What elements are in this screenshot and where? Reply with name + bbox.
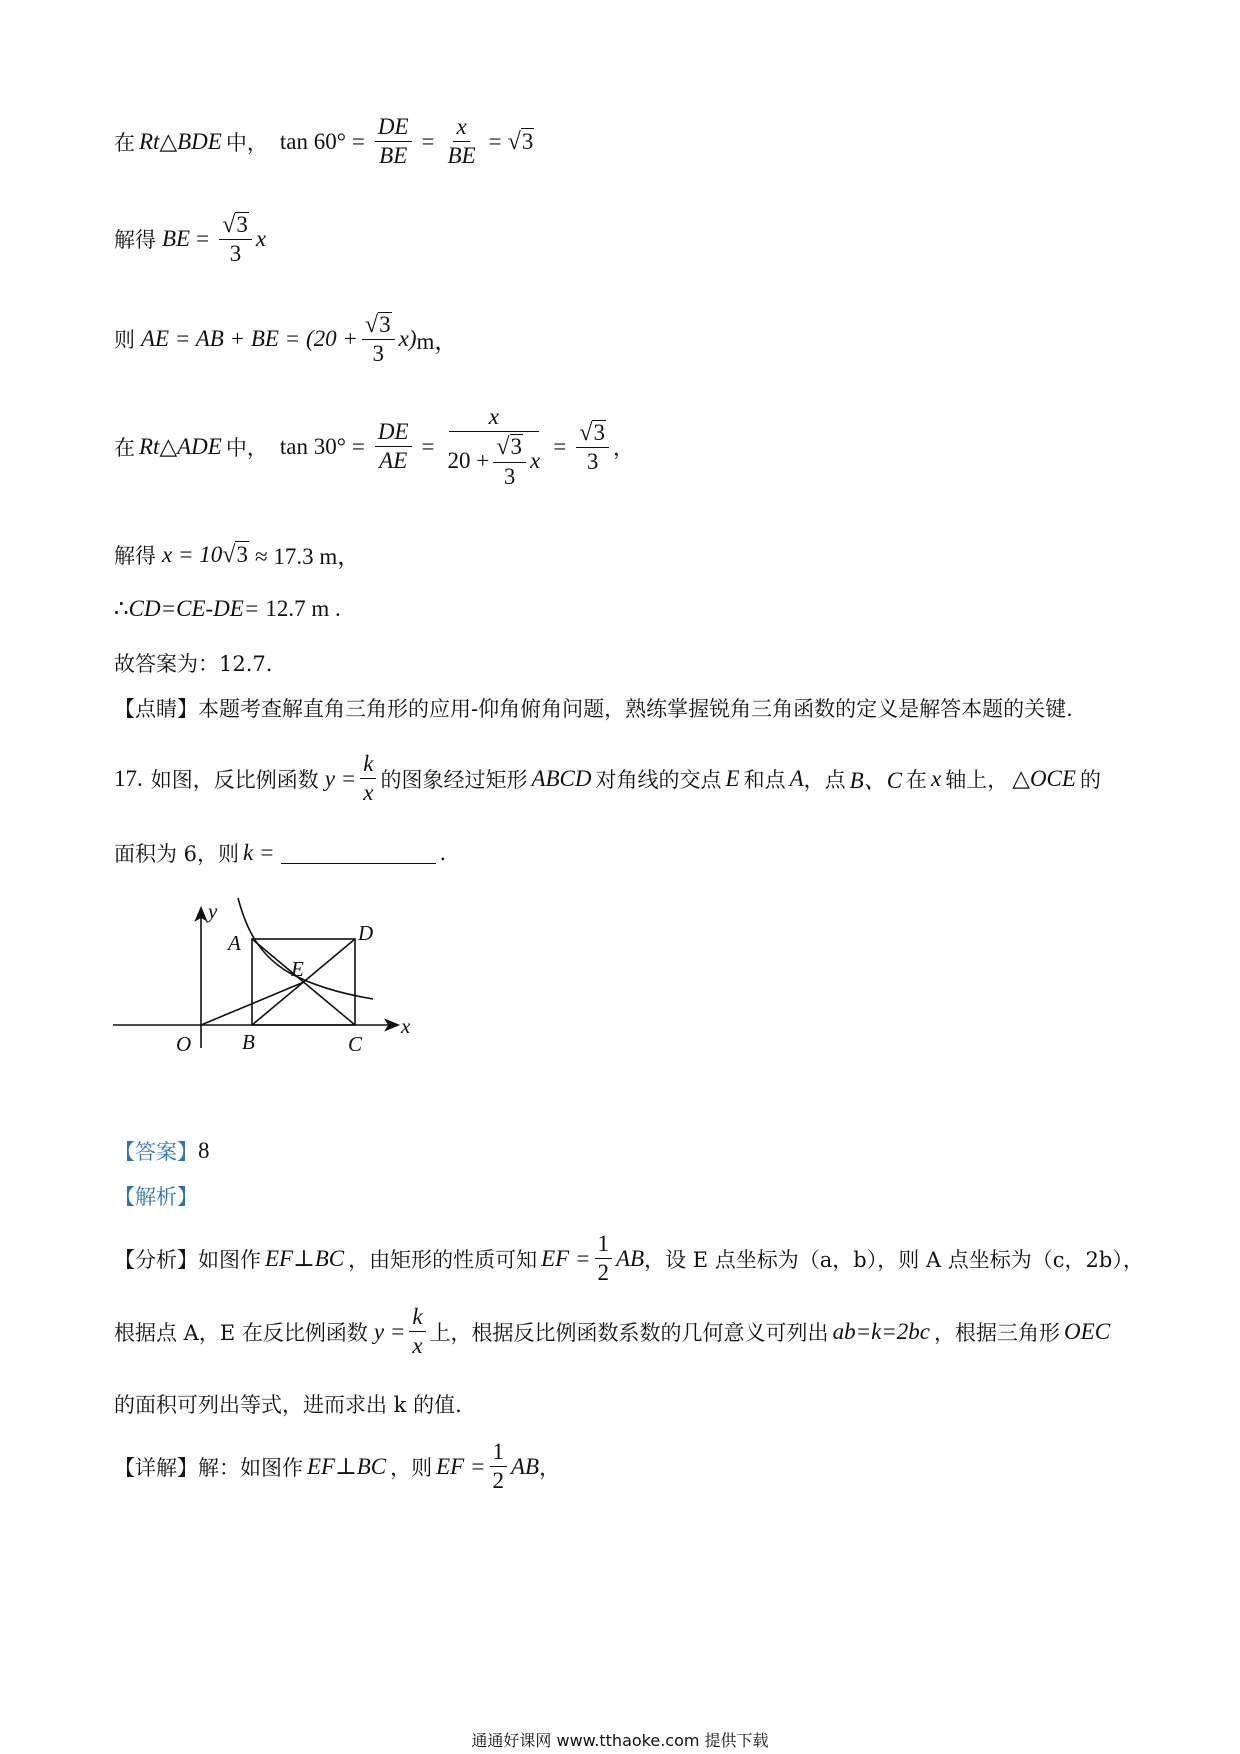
point-a-label: A bbox=[228, 931, 241, 955]
x-label: x bbox=[401, 1014, 411, 1038]
fraction: x 20 + √ 3 3 x bbox=[447, 404, 541, 489]
fraction: $\frac{x}{BE}$ bbox=[447, 114, 476, 169]
y-label: y bbox=[208, 899, 218, 923]
fraction: $\frac{DE}{AE}$ bbox=[375, 420, 412, 473]
triangle-label: Rt△BDE bbox=[139, 128, 222, 154]
fraction: $\frac{k}{x}$ bbox=[360, 752, 376, 805]
problem-17-figure bbox=[108, 888, 428, 1063]
answer-blank bbox=[281, 843, 436, 864]
answer-label: 【答案】 bbox=[114, 1140, 198, 1164]
fraction: $\frac{1}{2}$ bbox=[595, 1232, 613, 1285]
answer-line bbox=[114, 1136, 210, 1166]
eq-cd-line: ∴ CD=CE-DE= 12.7 m . bbox=[114, 596, 341, 621]
eq-tan60-line: 在 Rt△BDE 中， tan 60° = $\frac{DE}{BE}$ = $\frac{x}{BE}$ = √ 3 bbox=[114, 114, 534, 169]
comment-line: 【点睛】本题考查解直角三角形的应用-仰角俯角问题，熟练掌握锐角三角函数的定义是解答本题的关键. bbox=[114, 697, 1073, 721]
answer-value: 8 bbox=[198, 1138, 210, 1163]
fenxi-line3: 的面积可列出等式，进而求出 k 的值. bbox=[114, 1393, 462, 1417]
fenxi-line1: 【分析】 如图作 EF⊥BC ，由矩形的性质可知 EF = $\frac{1}{2}$ AB ，设 E 点坐标为（a，b），则 A 点坐标为（c，2b）， bbox=[114, 1231, 1144, 1286]
tan-label: tan 60° bbox=[279, 128, 346, 154]
fraction: $\frac{1}{2}$ bbox=[490, 1440, 508, 1493]
fraction: $\frac{k}{x}$ bbox=[409, 1305, 425, 1358]
text: 在 bbox=[114, 435, 135, 460]
eq-ae-line: 则 AE = AB + BE = (20 + √ 3 3 x) m， bbox=[114, 311, 458, 367]
answer-statement: 故答案为：12.7. bbox=[114, 652, 273, 676]
point-e-label: E bbox=[291, 957, 304, 981]
eq-be-line: 解得 BE = √ 3 3 x bbox=[114, 211, 267, 267]
fenxi-line2: 根据点 A，E 在反比例函数 y = $\frac{k}{x}$ 上，根据反比例函数系数的几何意义可列出 ab=k=2bc ，根据三角形 OEC bbox=[114, 1304, 1111, 1359]
fraction: √ 3 3 bbox=[576, 420, 609, 475]
eq-x-line: 解得 x = 10 √ 3 ≈ 17.3 m， bbox=[114, 540, 361, 569]
problem-17-line1: 17. 如图，反比例函数 y = $\frac{k}{x}$ 的图象经过矩形 ABCD 对角线的交点 E 和点 A ，点 B、C 在 x 轴上， △OCE 的 bbox=[114, 751, 1101, 806]
point-b-label: B bbox=[242, 1030, 255, 1054]
fraction: √ 3 3 bbox=[362, 312, 395, 367]
fraction: $\frac{DE}{BE}$ bbox=[375, 115, 412, 168]
analysis-heading: 【解析】 bbox=[114, 1185, 198, 1209]
detail-line: 【详解】 解：如图作 EF⊥BC ，则 EF = $\frac{1}{2}$ AB ， bbox=[114, 1439, 561, 1494]
eq-tan30-line: 在 Rt△ADE 中， tan 30° = $\frac{DE}{AE}$ = x 20 + √ 3 3 x = √ 3 3 ， bbox=[114, 404, 634, 489]
text: 中， bbox=[225, 435, 268, 460]
text: 解得 bbox=[114, 228, 156, 253]
text: 中， bbox=[225, 130, 268, 155]
fraction: √ 3 3 bbox=[219, 212, 252, 267]
problem-17-line2: 面积为 6，则 k = . bbox=[114, 840, 447, 866]
point-d-label: D bbox=[358, 921, 374, 945]
point-c-label: C bbox=[348, 1032, 363, 1056]
sqrt: √ 3 bbox=[507, 127, 534, 155]
footer-credit: 通通好课网 www.tthaoke.com 提供下载 bbox=[471, 1731, 769, 1750]
text: 则 bbox=[114, 328, 135, 353]
text: 在 bbox=[114, 130, 135, 155]
origin-label: O bbox=[176, 1032, 192, 1056]
